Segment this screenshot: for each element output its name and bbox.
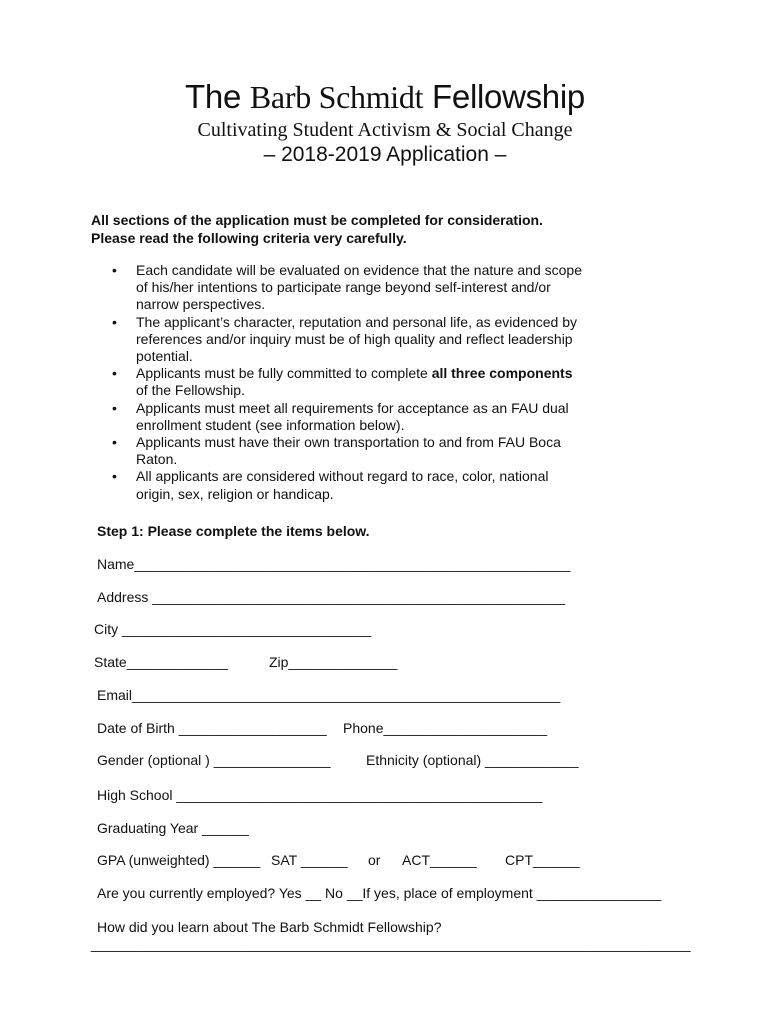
email-field[interactable]: Email_______________________________________________________: [97, 687, 561, 703]
criteria-item: • Each candidate will be evaluated on evidence that the nature and scope of his/her intentions to participate range beyond self-interest and/or narrow perspectives.: [112, 262, 582, 314]
act-field[interactable]: ACT______: [402, 852, 477, 868]
gender-field[interactable]: Gender (optional ) _______________: [97, 752, 331, 768]
sat-field[interactable]: SAT ______: [271, 852, 348, 868]
title-fellowship: Fellowship: [423, 78, 585, 115]
intro-line-2: Please read the following criteria very carefully.: [91, 230, 407, 246]
application-year: – 2018-2019 Application –: [263, 143, 507, 166]
how-did-you-learn-question: How did you learn about The Barb Schmidt Fellowship?: [97, 919, 442, 935]
name-field[interactable]: Name________________________________________________________: [97, 556, 571, 572]
date-of-birth-field[interactable]: Date of Birth ___________________: [97, 720, 327, 736]
title-barb-schmidt: Barb Schmidt: [249, 79, 424, 115]
criteria-item: • All applicants are considered without regard to race, color, national origin, sex, religion or handicap.: [112, 468, 582, 502]
ethnicity-field[interactable]: Ethnicity (optional) ____________: [366, 752, 579, 768]
criteria-list: [112, 262, 582, 503]
step-1-heading: Step 1: Please complete the items below.: [97, 523, 370, 539]
criteria-item: • Applicants must be fully committed to complete all three components of the Fellowship.: [112, 365, 582, 399]
employment-field[interactable]: Are you currently employed? Yes __ No __If yes, place of employment ________________: [97, 885, 662, 901]
criteria-item: • Applicants must have their own transportation to and from FAU Boca Raton.: [112, 434, 582, 468]
high-school-field[interactable]: High School _______________________________________________: [97, 787, 543, 803]
criteria-emphasis: all three components: [431, 365, 573, 382]
criteria-item: • Applicants must meet all requirements for acceptance as an FAU dual enrollment student (see information below).: [112, 400, 582, 434]
address-field[interactable]: Address _____________________________________________________: [97, 589, 565, 605]
page-title: [0, 78, 770, 116]
phone-field[interactable]: Phone_____________________: [343, 720, 547, 736]
zip-field[interactable]: Zip______________: [269, 654, 398, 670]
state-field[interactable]: State_____________: [94, 654, 228, 670]
intro-text: [91, 211, 543, 247]
graduating-year-field[interactable]: Graduating Year ______: [97, 820, 249, 836]
criteria-item: • The applicant’s character, reputation and personal life, as evidenced by references and/or inquiry must be of high quality and reflect leadership potential.: [112, 314, 582, 366]
gpa-field[interactable]: GPA (unweighted) ______: [97, 852, 261, 868]
subtitle: Cultivating Student Activism & Social Change: [197, 119, 573, 141]
city-field[interactable]: City ________________________________: [94, 621, 372, 637]
how-did-you-learn-answer-line[interactable]: _____________________________________________________________________________: [91, 936, 691, 952]
title-the: The: [185, 78, 250, 115]
intro-line-1: All sections of the application must be completed for consideration.: [91, 212, 543, 228]
cpt-field[interactable]: CPT______: [505, 852, 580, 868]
or-label: or: [368, 852, 381, 868]
